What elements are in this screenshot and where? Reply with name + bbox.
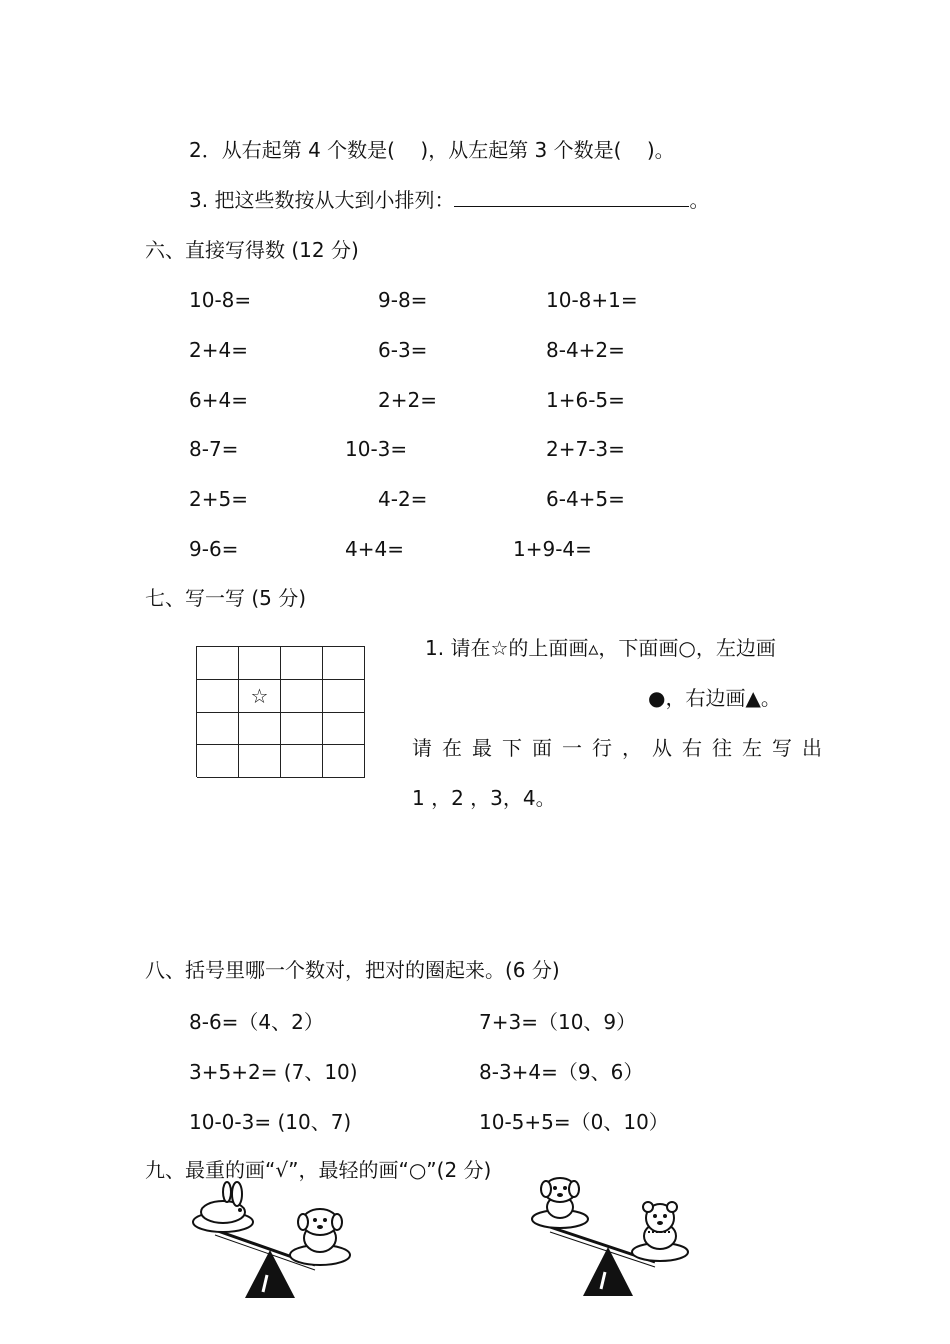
grid-cell[interactable] — [197, 647, 239, 680]
arithmetic-item: 2+4= — [189, 338, 248, 362]
section-7-instruction-3: 请在最下面一行，从右往左写出 — [412, 736, 832, 760]
choice-item[interactable]: 8-3+4=（9、6） — [479, 1060, 644, 1084]
grid-cell[interactable] — [197, 712, 239, 745]
grid-cell[interactable] — [323, 680, 365, 713]
arithmetic-item: 1+6-5= — [546, 388, 625, 412]
arithmetic-item: 4-2= — [378, 487, 428, 511]
arithmetic-item: 2+2= — [378, 388, 437, 412]
arithmetic-item: 2+7-3= — [546, 437, 625, 461]
grid-cell[interactable] — [239, 680, 281, 713]
grid-cell[interactable] — [281, 680, 323, 713]
grid-cell[interactable] — [281, 647, 323, 680]
arithmetic-item: 6+4= — [189, 388, 248, 412]
choice-item[interactable]: 10-0-3= (10、7) — [189, 1110, 352, 1134]
star-icon: ☆ — [250, 683, 269, 708]
section-7-instruction-1: 1. 请在☆的上面画▵，下面画○，左边画 — [425, 636, 776, 660]
grid-cell[interactable] — [239, 745, 281, 778]
arithmetic-item: 6-3= — [378, 338, 428, 362]
seesaw-left-image[interactable] — [185, 1180, 365, 1305]
choice-item[interactable]: 8-6=（4、2） — [189, 1010, 324, 1034]
grid-cell[interactable] — [239, 712, 281, 745]
drawing-grid[interactable] — [196, 646, 365, 777]
section-7-instruction-4: 1 ，2 ，3，4。 — [412, 786, 556, 810]
arithmetic-item: 8-7= — [189, 437, 239, 461]
arithmetic-item: 10-8= — [189, 288, 252, 312]
arithmetic-item: 9-8= — [378, 288, 428, 312]
question-5-3-end: 。 — [689, 188, 710, 212]
arithmetic-item: 9-6= — [189, 537, 239, 561]
section-7-instruction-2: ●，右边画▲。 — [648, 686, 781, 710]
arithmetic-item: 1+9-4= — [513, 537, 592, 561]
question-5-3-label: 3. 把这些数按从大到小排列： — [189, 188, 455, 212]
section-8-title: 八、括号里哪一个数对，把对的圈起来。(6 分) — [145, 958, 560, 982]
section-7-title: 七、写一写 (5 分) — [145, 586, 307, 610]
seesaw-right-image[interactable] — [520, 1172, 700, 1302]
question-5-2: 2．从右起第 4 个数是( )，从左起第 3 个数是( )。 — [189, 138, 675, 162]
answer-blank[interactable] — [454, 190, 689, 207]
grid-cell[interactable] — [197, 745, 239, 778]
arithmetic-item: 2+5= — [189, 487, 248, 511]
grid-cell[interactable] — [281, 745, 323, 778]
arithmetic-item: 4+4= — [345, 537, 404, 561]
arithmetic-item: 10-3= — [345, 437, 408, 461]
question-5-3 — [189, 188, 709, 212]
grid-cell[interactable] — [323, 647, 365, 680]
section-9-title: 九、最重的画“√”，最轻的画“○”(2 分) — [145, 1158, 492, 1182]
choice-item[interactable]: 3+5+2= (7、10) — [189, 1060, 358, 1084]
arithmetic-item: 8-4+2= — [546, 338, 625, 362]
grid-cell[interactable] — [323, 712, 365, 745]
choice-item[interactable]: 10-5+5=（0、10） — [479, 1110, 669, 1134]
choice-item[interactable]: 7+3=（10、9） — [479, 1010, 637, 1034]
section-6-title: 六、直接写得数 (12 分) — [145, 238, 359, 262]
arithmetic-item: 10-8+1= — [546, 288, 638, 312]
grid-cell[interactable] — [239, 647, 281, 680]
grid-cell[interactable] — [323, 745, 365, 778]
arithmetic-item: 6-4+5= — [546, 487, 625, 511]
grid-cell[interactable] — [197, 680, 239, 713]
grid-cell[interactable] — [281, 712, 323, 745]
